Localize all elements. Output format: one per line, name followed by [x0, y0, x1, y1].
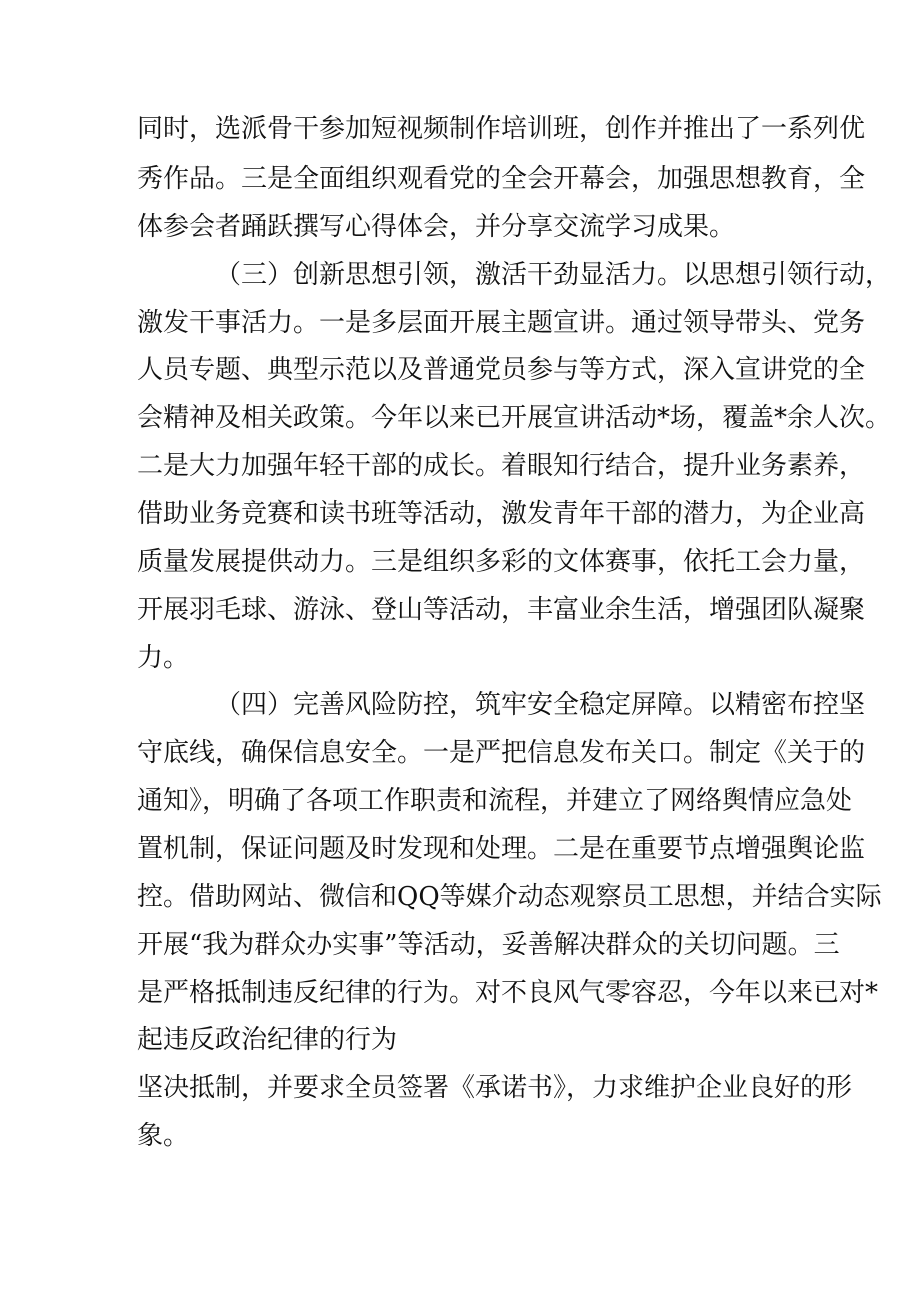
text-line: 开展羽毛球、游泳、登山等活动，丰富业余生活，增强团队凝聚: [137, 595, 866, 625]
text-line: 是严格抵制违反纪律的行为。对不良风气零容忍，今年以来已对*: [137, 978, 879, 1008]
text-line: 会精神及相关政策。今年以来已开展宣讲活动*场，覆盖*余人次。: [137, 403, 892, 433]
text-line: 人员专题、典型示范以及普通党员参与等方式，深入宣讲党的全: [137, 355, 866, 385]
text-line: （四）完善风险防控，筑牢安全稳定屏障。以精密布控坚: [215, 690, 866, 720]
text-line: 象。: [137, 1121, 190, 1151]
text-line: 开展“我为群众办实事”等活动，妥善解决群众的关切问题。三: [137, 930, 840, 960]
text-line: 通知》，明确了各项工作职责和流程，并建立了网络舆情应急处: [137, 786, 853, 816]
text-line: 二是大力加强年轻干部的成长。着眼知行结合，提升业务素养，: [137, 451, 866, 481]
text-line: 借助业务竞赛和读书班等活动，激发青年干部的潜力，为企业高: [137, 499, 866, 529]
text-line: 激发干事活力。一是多层面开展主题宣讲。通过领导带头、党务: [137, 308, 866, 338]
text-line: 坚决抵制，并要求全员签署《承诺书》，力求维护企业良好的形: [137, 1073, 853, 1103]
text-line: 力。: [137, 643, 190, 673]
text-line: 守底线，确保信息安全。一是严把信息发布关口。制定《关于的: [137, 738, 866, 768]
text-line: 置机制，保证问题及时发现和处理。二是在重要节点增强舆论监: [137, 834, 866, 864]
text-line: （三）创新思想引领，激活干劲显活力。以思想引领行动，: [215, 260, 892, 290]
text-line: 质量发展提供动力。三是组织多彩的文体赛事，依托工会力量，: [137, 547, 866, 577]
text-line: 秀作品。三是全面组织观看党的全会开幕会，加强思想教育，全: [137, 164, 866, 194]
text-line: 体参会者踊跃撰写心得体会，并分享交流学习成果。: [137, 212, 736, 242]
text-line: 控。借助网站、微信和QQ等媒介动态观察员工思想，并结合实际: [137, 882, 882, 912]
text-line: 起违反政治纪律的行为: [137, 1025, 398, 1055]
text-line: 同时，选派骨干参加短视频制作培训班，创作并推出了一系列优: [137, 114, 866, 144]
